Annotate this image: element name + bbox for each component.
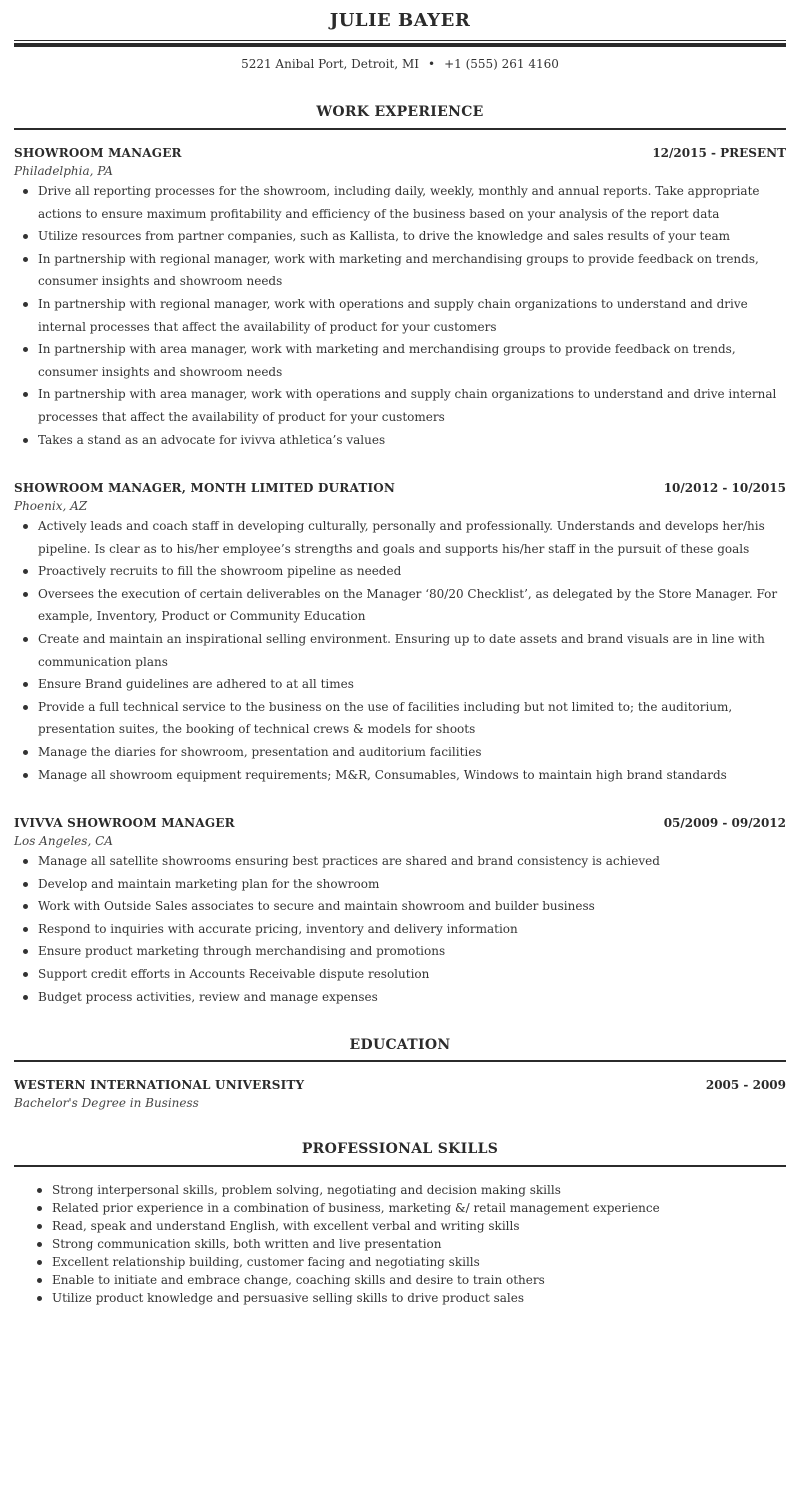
job-location: Los Angeles, CA: [14, 834, 113, 848]
list-item: Proactively recruits to fill the showroom pipeline as needed: [38, 560, 786, 583]
section-title-skills: PROFESSIONAL SKILLS: [301, 1141, 499, 1157]
job-title: IVIVVA SHOWROOM MANAGER: [14, 816, 235, 830]
job-bullets: [38, 180, 786, 451]
list-item: In partnership with area manager, work with marketing and merchandising groups to provide feedback on trends, consumer insights and showroom needs: [38, 338, 786, 383]
section-rule-skills: [14, 1165, 786, 1167]
list-item: Provide a full technical service to the business on the use of facilities including but not limited to; the auditorium, presentation suites, the booking of technical crews & models for shoots: [38, 696, 786, 741]
candidate-name: JULIE BAYER: [329, 10, 471, 31]
list-item: Utilize product knowledge and persuasive selling skills to drive product sales: [52, 1289, 786, 1307]
job-location: Philadelphia, PA: [14, 164, 113, 178]
job-dates: 10/2012 - 10/2015: [663, 481, 786, 495]
list-item: In partnership with area manager, work with operations and supply chain organizations to understand and drive internal processes that affect the availability of product for your customers: [38, 383, 786, 428]
section-rule-work-experience: [14, 128, 786, 130]
list-item: Takes a stand as an advocate for ivivva athletica’s values: [38, 429, 786, 452]
job-bullets: [38, 515, 786, 786]
contact-line: [0, 57, 800, 71]
list-item: Respond to inquiries with accurate pricing, inventory and delivery information: [38, 918, 786, 941]
list-item: Support credit efforts in Accounts Receivable dispute resolution: [38, 963, 786, 986]
list-item: Oversees the execution of certain deliverables on the Manager ‘80/20 Checklist’, as delegated by the Store Manager. For example, Inventory, Product or Community Education: [38, 583, 786, 628]
header-rule-thick: [14, 43, 786, 47]
list-item: Ensure Brand guidelines are adhered to at all times: [38, 673, 786, 696]
job-location: Phoenix, AZ: [14, 499, 88, 513]
school-name: WESTERN INTERNATIONAL UNIVERSITY: [14, 1078, 305, 1092]
list-item: In partnership with regional manager, work with operations and supply chain organizations to understand and drive internal processes that affect the availability of product for your customers: [38, 293, 786, 338]
list-item: Manage all showroom equipment requirements; M&R, Consumables, Windows to maintain high brand standards: [38, 764, 786, 787]
job-bullets: [38, 850, 786, 1008]
list-item: Enable to initiate and embrace change, coaching skills and desire to train others: [52, 1271, 786, 1289]
job-dates: 05/2009 - 09/2012: [663, 816, 786, 830]
contact-separator: •: [427, 57, 436, 71]
list-item: Manage the diaries for showroom, presentation and auditorium facilities: [38, 741, 786, 764]
list-item: Create and maintain an inspirational selling environment. Ensuring up to date assets and brand visuals are in line with communication plans: [38, 628, 786, 673]
header-rule-thin: [14, 40, 786, 41]
degree: Bachelor's Degree in Business: [14, 1096, 199, 1110]
skills-list: [52, 1181, 786, 1307]
list-item: Strong communication skills, both written and live presentation: [52, 1235, 786, 1253]
section-title-work-experience: WORK EXPERIENCE: [316, 104, 484, 120]
contact-phone: +1 (555) 261 4160: [444, 57, 559, 71]
list-item: Manage all satellite showrooms ensuring best practices are shared and brand consistency is achieved: [38, 850, 786, 873]
contact-address: 5221 Anibal Port, Detroit, MI: [241, 57, 419, 71]
list-item: Excellent relationship building, customer facing and negotiating skills: [52, 1253, 786, 1271]
list-item: Related prior experience in a combination of business, marketing &/ retail management experience: [52, 1199, 786, 1217]
list-item: Strong interpersonal skills, problem solving, negotiating and decision making skills: [52, 1181, 786, 1199]
job-dates: 12/2015 - PRESENT: [652, 146, 786, 160]
education-dates: 2005 - 2009: [705, 1078, 786, 1092]
job-title: SHOWROOM MANAGER: [14, 146, 182, 160]
job-title: SHOWROOM MANAGER, MONTH LIMITED DURATION: [14, 481, 396, 495]
list-item: Ensure product marketing through merchandising and promotions: [38, 940, 786, 963]
list-item: Actively leads and coach staff in developing culturally, personally and professionally. Understands and develops her/his pipeline. Is clear as to his/her employee’s strengths and goals and supports his/her staff in the pursuit of these goals: [38, 515, 786, 560]
section-rule-education: [14, 1060, 786, 1062]
list-item: Budget process activities, review and manage expenses: [38, 986, 786, 1009]
list-item: Drive all reporting processes for the showroom, including daily, weekly, monthly and annual reports. Take appropriate actions to ensure maximum profitability and efficiency of the business based on your analysis of the report data: [38, 180, 786, 225]
list-item: Develop and maintain marketing plan for the showroom: [38, 873, 786, 896]
section-title-education: EDUCATION: [349, 1037, 451, 1053]
list-item: Work with Outside Sales associates to secure and maintain showroom and builder business: [38, 895, 786, 918]
list-item: In partnership with regional manager, work with marketing and merchandising groups to provide feedback on trends, consumer insights and showroom needs: [38, 248, 786, 293]
list-item: Utilize resources from partner companies, such as Kallista, to drive the knowledge and sales results of your team: [38, 225, 786, 248]
list-item: Read, speak and understand English, with excellent verbal and writing skills: [52, 1217, 786, 1235]
